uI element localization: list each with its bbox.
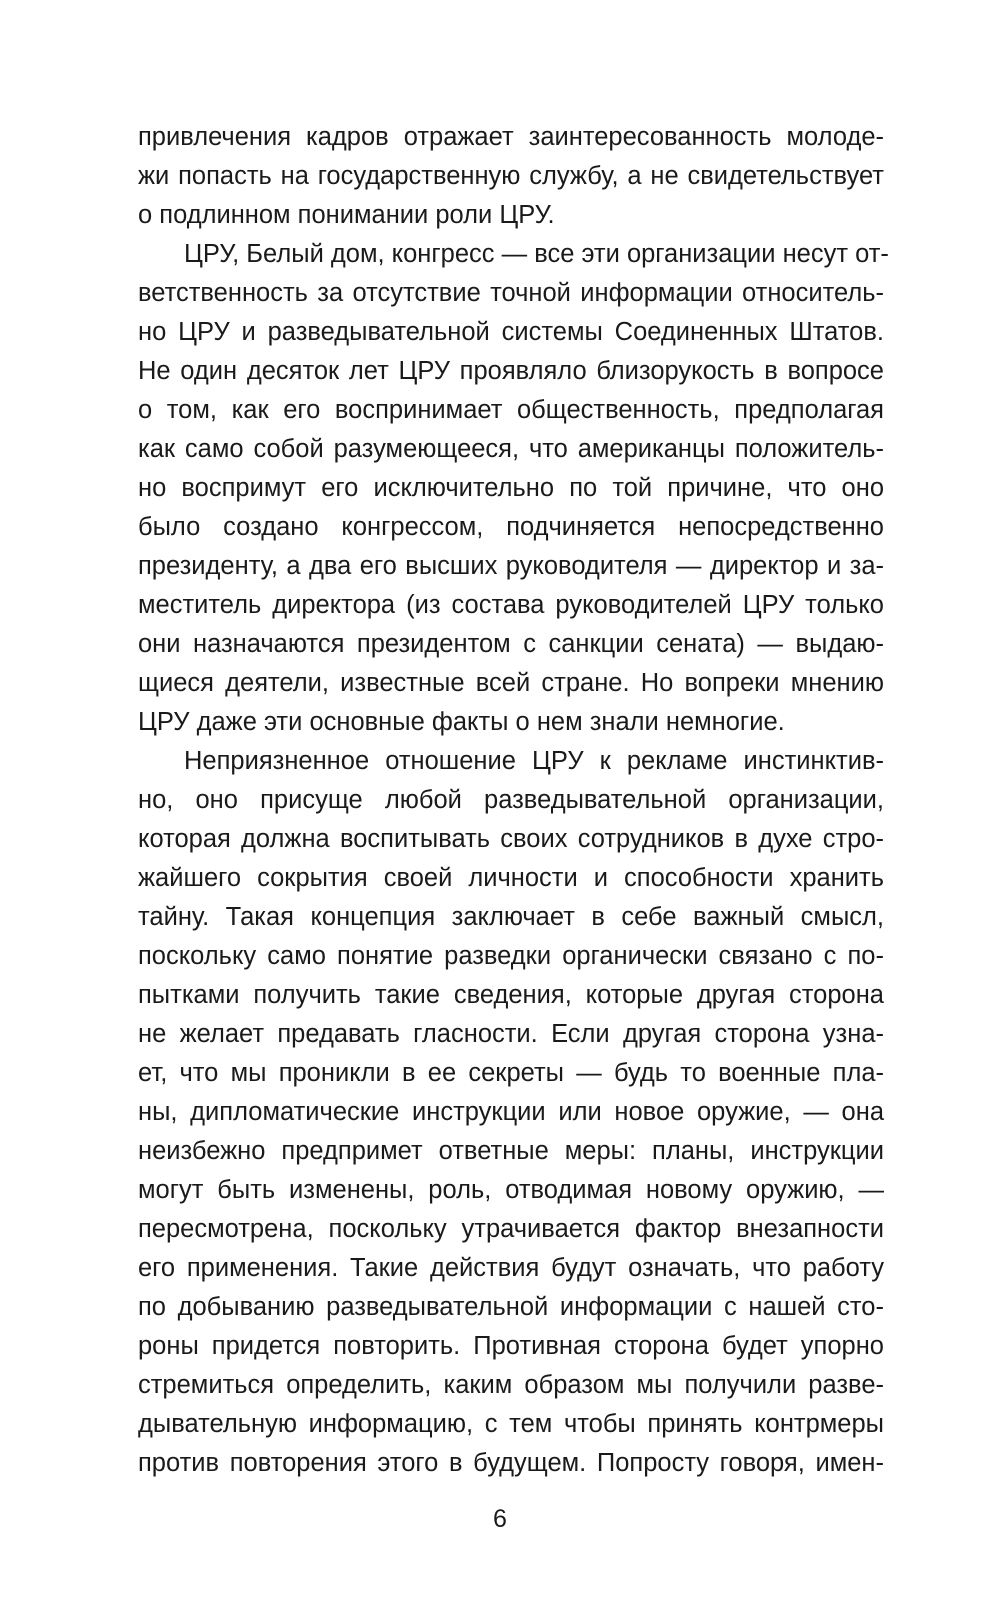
text-line: могут быть изменены, роль, отводимая новому оружию, — [138,1176,884,1204]
paragraph [138,742,884,1483]
text-line: ет, что мы проникли в ее секреты — будь то военные пла- [138,1059,884,1087]
text-line: Неприязненное отношение ЦРУ к рекламе инстинктив- [184,747,884,775]
text-line: которая должна воспитывать своих сотрудников в духе стро- [138,825,884,853]
text-line: по добыванию разведывательной информации с нашей сто- [138,1293,884,1321]
text-line: но воспримут его исключительно по той причине, что оно [138,474,884,502]
text-line: роны придется повторить. Противная сторона будет упорно [138,1332,884,1360]
text-line: о подлинном понимании роли ЦРУ. [138,201,555,229]
text-line: как само собой разумеющееся, что американцы положитель- [138,435,884,463]
text-line: они назначаются президентом с санкции сената) — выдаю- [138,630,884,658]
text-line: ветственность за отсутствие точной информации относитель- [138,279,884,307]
text-line: ЦРУ даже эти основные факты о нем знали немногие. [138,708,785,736]
text-line: против повторения этого в будущем. Попросту говоря, имен- [138,1449,884,1477]
text-line: но, оно присуще любой разведывательной организации, [138,786,884,814]
text-line: меститель директора (из состава руководителей ЦРУ только [138,591,884,619]
text-line: ЦРУ, Белый дом, конгресс — все эти организации несут от- [184,240,889,268]
text-line: о том, как его воспринимает общественность, предполагая [138,396,884,424]
text-line: жи попасть на государственную службу, а не свидетельствует [138,162,884,190]
text-line: стремиться определить, каким образом мы получили разве- [138,1371,884,1399]
text-line: но ЦРУ и разведывательной системы Соединенных Штатов. [138,318,884,346]
text-line: дывательную информацию, с тем чтобы принять контрмеры [138,1410,884,1438]
body-text [138,118,889,1483]
text-line: было создано конгрессом, подчиняется непосредственно [138,513,884,541]
text-line: ны, дипломатические инструкции или новое оружие, — она [138,1098,884,1126]
page-number: 6 [493,1505,507,1533]
text-line: привлечения кадров отражает заинтересованность молоде- [138,123,884,151]
paragraph [138,235,889,742]
text-line: щиеся деятели, известные всей стране. Но вопреки мнению [138,669,884,697]
paragraph [138,118,884,235]
text-line: Не один десяток лет ЦРУ проявляло близорукость в вопросе [138,357,884,385]
text-line: не желает предавать гласности. Если другая сторона узна- [138,1020,884,1048]
text-line: жайшего сокрытия своей личности и способности хранить [138,864,884,892]
text-line: пытками получить такие сведения, которые другая сторона [138,981,884,1009]
text-line: президенту, а два его высших руководителя — директор и за- [138,552,884,580]
text-line: неизбежно предпримет ответные меры: планы, инструкции [138,1137,884,1165]
text-line: его применения. Такие действия будут означать, что работу [138,1254,884,1282]
text-line: поскольку само понятие разведки органически связано с по- [138,942,884,970]
text-line: пересмотрена, поскольку утрачивается фактор внезапности [138,1215,884,1243]
text-line: тайну. Такая концепция заключает в себе важный смысл, [138,903,884,931]
